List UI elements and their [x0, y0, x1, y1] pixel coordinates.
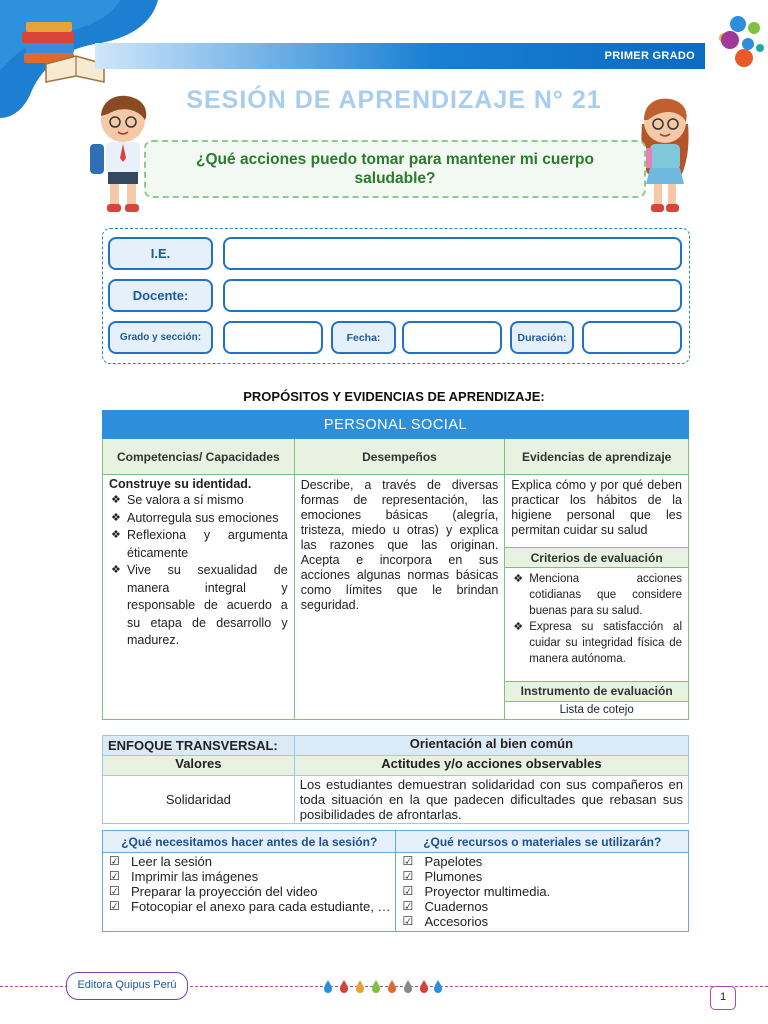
evidencias-cell [505, 475, 689, 548]
list-item: ❖ Vive su sexualidad de manera integral y responsable de acuerdo a su etapa de desarrollo y madurez. [109, 562, 288, 650]
evidencia-text: Explica cómo y por qué deben practicar los hábitos de la higiene personal que les permitan cuidar su salud [511, 478, 682, 537]
list-item: ❖ Autorregula sus emociones [109, 510, 288, 528]
list-item: ❖ Expresa su satisfacción al cuidar su integridad física de manera autónoma. [511, 619, 682, 667]
docente-field[interactable] [223, 279, 682, 312]
competencias-cell [103, 475, 295, 720]
instrumento-label: Instrumento de evaluación [505, 681, 689, 701]
capacidades-list [109, 492, 288, 650]
purposes-heading: PROPÓSITOS Y EVIDENCIAS DE APRENDIZAJE: [243, 389, 545, 404]
grado-label: Grado y sección: [108, 321, 213, 354]
grado-field[interactable] [223, 321, 323, 354]
colored-dots-icon [712, 14, 768, 70]
fecha-label: Fecha: [331, 321, 396, 354]
purposes-table [102, 410, 689, 720]
ie-field[interactable] [223, 237, 682, 270]
enfoque-label: ENFOQUE TRANSVERSAL: [103, 736, 295, 756]
grade-label: PRIMER GRADO [604, 50, 695, 62]
list-item: ☑ Fotocopiar el anexo para cada estudiante, … [103, 899, 395, 914]
desempenos-cell [294, 475, 505, 720]
ie-label: I.E. [108, 237, 213, 270]
list-item: ❖ Reflexiona y argumenta éticamente [109, 527, 288, 562]
before-session-label: ¿Qué necesitamos hacer antes de la sesión? [103, 831, 396, 853]
resources-cell [396, 853, 689, 932]
list-item: ☑ Leer la sesión [103, 854, 395, 869]
col-desempenos: Desempeños [294, 439, 505, 475]
fecha-field[interactable] [402, 321, 502, 354]
actitudes-label: Actitudes y/o acciones observables [294, 756, 688, 776]
desempeno-text: Describe, a través de diversas formas de representación, las emociones básicas (alegría, tristeza, miedo u otras) y explica las razones que las originan. Acepta e incorpora en sus acciones algunas normas básicas como límites que le brindan seguridad. [300, 478, 499, 612]
actitud-cell: Los estudiantes demuestran solidaridad con sus compañeros en toda situación en la que padecen dificultades que rebasan sus posibilidades de afrontarlas. [294, 776, 688, 824]
instrumento-value: Lista de cotejo [505, 701, 689, 719]
valor-cell: Solidaridad [103, 776, 295, 824]
publisher-badge: Editora Quipus Perú [66, 972, 188, 1000]
criterios-list [511, 571, 682, 667]
list-item: ❖ Menciona acciones cotidianas que considere buenas para su salud. [511, 571, 682, 619]
list-item: ❖ Se valora a sí mismo [109, 492, 288, 510]
colored-drops-icon [322, 978, 442, 994]
enfoque-value: Orientación al bien común [294, 736, 688, 756]
valores-label: Valores [103, 756, 295, 776]
col-evidencias: Evidencias de aprendizaje [505, 439, 689, 475]
session-title: SESIÓN DE APRENDIZAJE N° 21 [186, 86, 602, 114]
page-number: 1 [710, 986, 736, 1010]
criterios-label: Criterios de evaluación [505, 547, 689, 567]
before-session-list [103, 854, 395, 914]
enfoque-table [102, 735, 689, 824]
duracion-label: Duración: [510, 321, 574, 354]
col-competencias: Competencias/ Capacidades [103, 439, 295, 475]
list-item: ☑ Accesorios [396, 914, 688, 929]
criterios-cell [505, 568, 689, 681]
needs-table [102, 830, 689, 932]
duracion-field[interactable] [582, 321, 682, 354]
resources-label: ¿Qué recursos o materiales se utilizarán? [396, 831, 689, 853]
list-item: ☑ Preparar la proyección del video [103, 884, 395, 899]
list-item: ☑ Cuadernos [396, 899, 688, 914]
before-session-cell [103, 853, 396, 932]
list-item: ☑ Plumones [396, 869, 688, 884]
docente-label: Docente: [108, 279, 213, 312]
list-item: ☑ Imprimir las imágenes [103, 869, 395, 884]
guiding-question [144, 140, 646, 198]
guiding-question-text: ¿Qué acciones puedo tomar para mantener mi cuerpo saludable? [196, 151, 594, 187]
area-title: PERSONAL SOCIAL [103, 411, 689, 439]
list-item: ☑ Proyector multimedia. [396, 884, 688, 899]
resources-list [396, 854, 688, 929]
grade-banner [95, 43, 705, 69]
competencia-title: Construye su identidad. [109, 477, 252, 491]
list-item: ☑ Papelotes [396, 854, 688, 869]
